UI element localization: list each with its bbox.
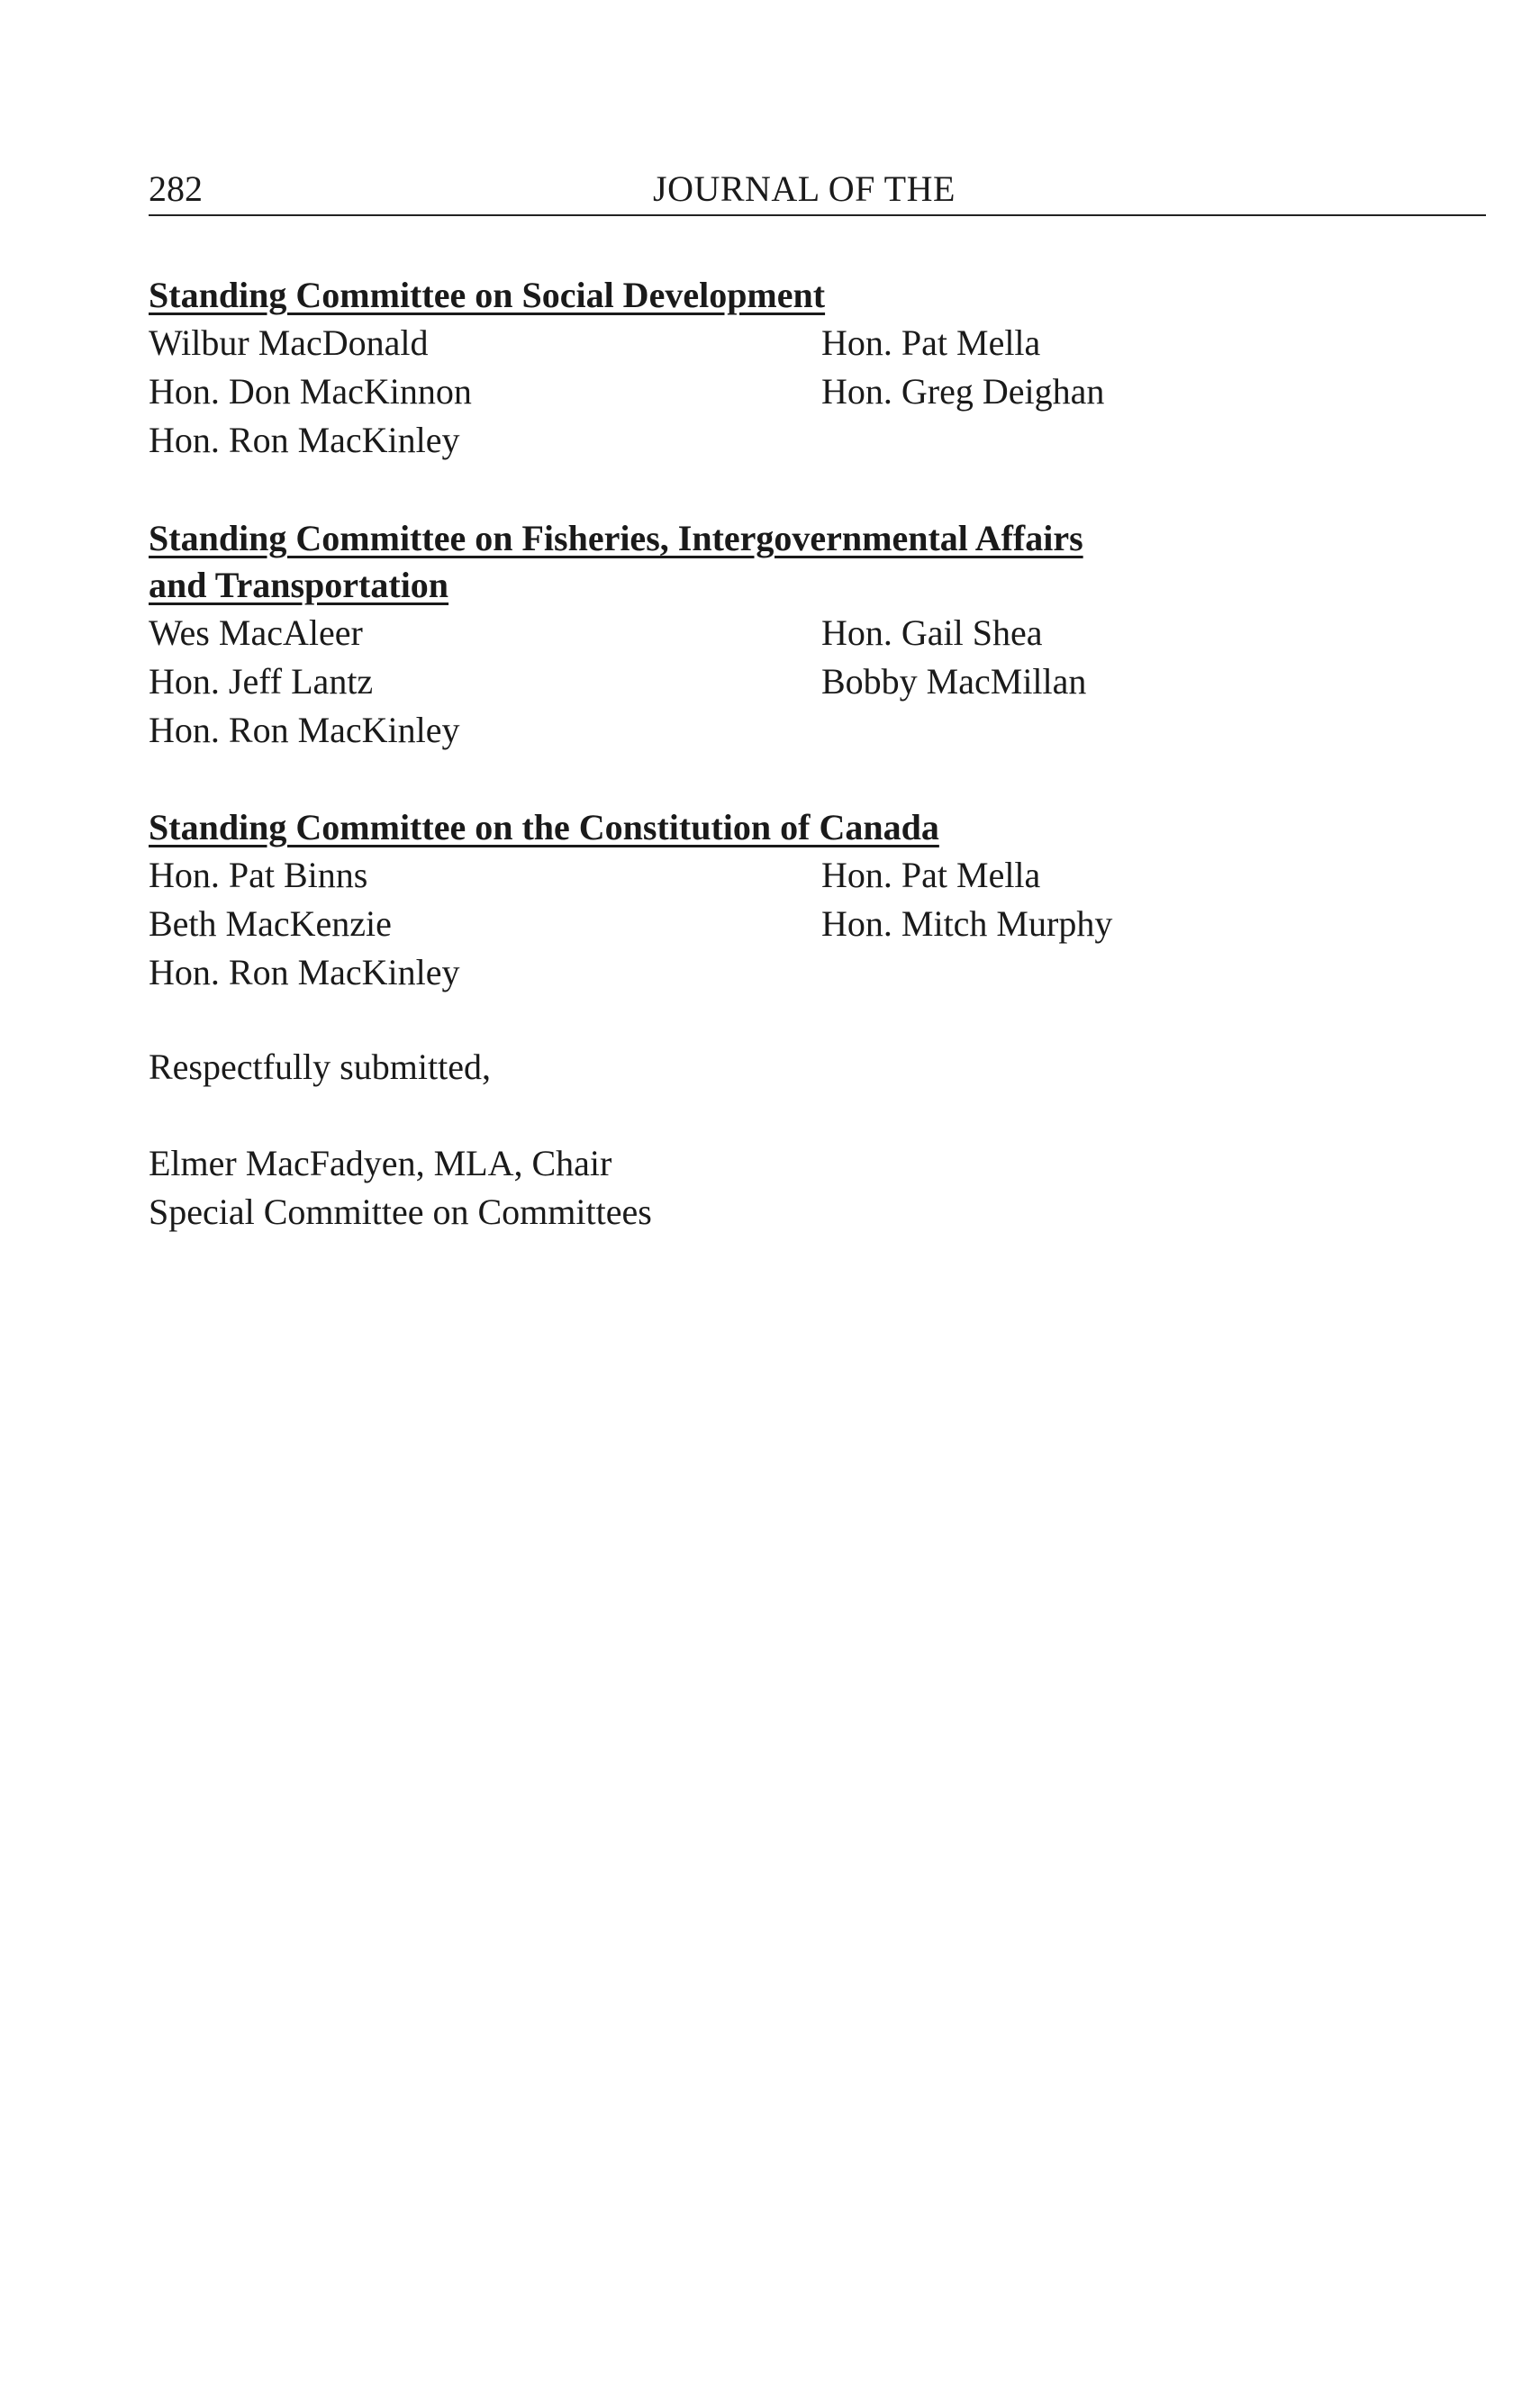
member-list xyxy=(149,609,1319,755)
signatory-committee: Special Committee on Committees xyxy=(149,1191,652,1232)
member-name: Hon. Ron MacKinley xyxy=(149,710,460,750)
member-name: Hon. Don MacKinnon xyxy=(149,371,472,412)
member-name: Bobby MacMillan xyxy=(821,661,1087,702)
member-name: Hon. Pat Mella xyxy=(821,322,1041,363)
committee-constitution-of-canada xyxy=(149,804,1319,997)
committee-fisheries-transportation xyxy=(149,515,1319,755)
page-number: 282 xyxy=(149,168,203,209)
signatory: Elmer MacFadyen, MLA, Chair xyxy=(149,1143,612,1183)
member-name: Beth MacKenzie xyxy=(149,903,392,944)
member-name: Wes MacAleer xyxy=(149,612,363,653)
member-list xyxy=(149,851,1319,997)
member-name: Hon. Pat Mella xyxy=(821,855,1041,895)
member-name: Wilbur MacDonald xyxy=(149,322,429,363)
running-header xyxy=(149,164,1486,216)
salutation: Respectfully submitted, xyxy=(149,1046,491,1087)
journal-title: JOURNAL OF THE xyxy=(653,168,956,209)
member-name: Hon. Gail Shea xyxy=(821,612,1043,653)
section-title: Standing Committee on Social Development xyxy=(149,275,826,315)
section-title-line-2: and Transportation xyxy=(149,565,449,605)
member-name: Hon. Pat Binns xyxy=(149,855,368,895)
member-name: Hon. Mitch Murphy xyxy=(821,903,1113,944)
member-list xyxy=(149,319,1319,465)
member-name: Hon. Ron MacKinley xyxy=(149,952,460,992)
member-name: Hon. Ron MacKinley xyxy=(149,420,460,460)
section-title-line-1: Standing Committee on Fisheries, Intergovernmental Affairs xyxy=(149,518,1083,558)
member-name: Hon. Jeff Lantz xyxy=(149,661,374,702)
section-title: Standing Committee on the Constitution of Canada xyxy=(149,807,939,847)
member-name: Hon. Greg Deighan xyxy=(821,371,1105,412)
committee-social-development xyxy=(149,272,1319,465)
